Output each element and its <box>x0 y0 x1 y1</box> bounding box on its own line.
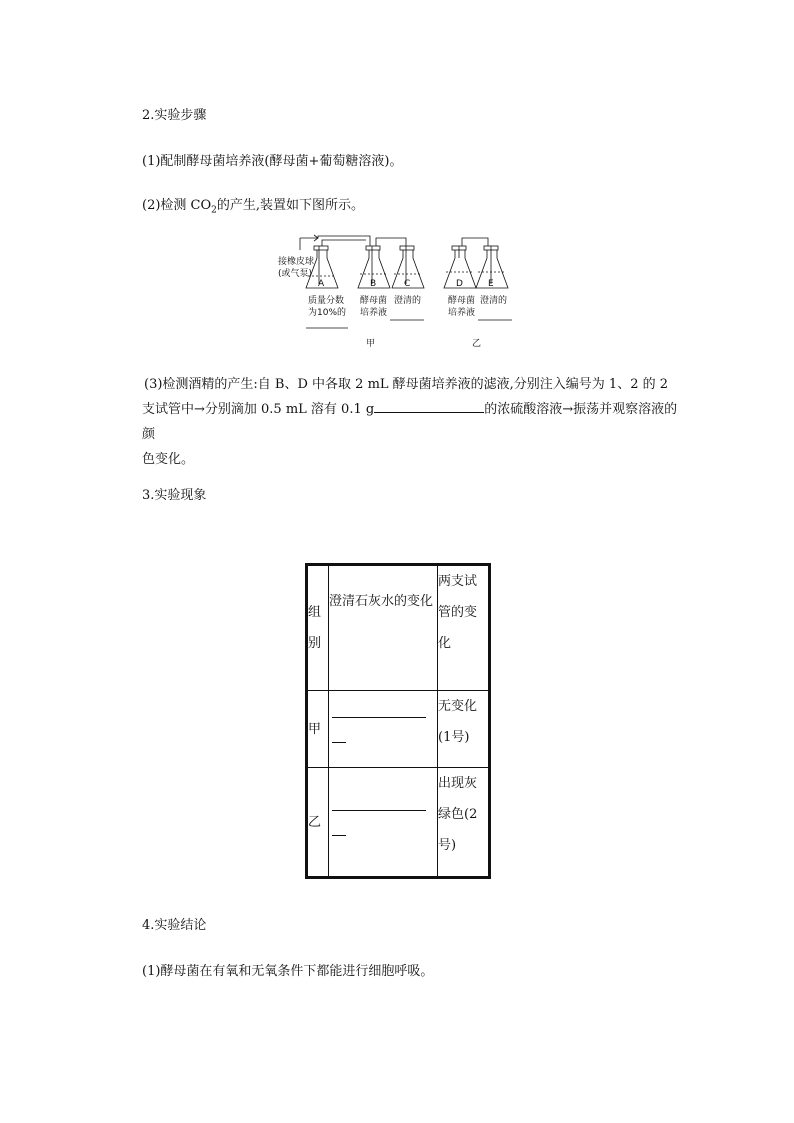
step-1-text: (1)配制酵母菌培养液(酵母菌+葡萄糖溶液)。 <box>142 154 403 169</box>
table-row <box>307 691 490 768</box>
pump-label-1: 接橡皮球 <box>278 257 315 267</box>
table-row <box>307 768 490 878</box>
tube-b-c <box>376 238 406 246</box>
answer-blank[interactable] <box>332 810 426 811</box>
step-3-part-3: 的浓硫酸溶液→振荡并观察溶液的颜 <box>142 402 678 442</box>
row-yi-limewater[interactable] <box>329 768 438 878</box>
section-4-heading: 4.实验结论 <box>142 918 207 933</box>
tube-d-e <box>462 238 488 246</box>
step-3-part-2: 支试管中→分别滴加 0.5 mL 溶有 0.1 g <box>142 402 375 417</box>
row-group-jia: 甲 <box>307 691 329 768</box>
step-3-part-1: (3)检测酒精的产生:自 B、D 中各取 2 mL 酵母菌培养液的滤液,分别注入编号为 1、2 的 2 <box>144 377 669 392</box>
flask-d-label-1: 酵母菌 <box>448 296 476 306</box>
step-3-part-4: 色变化。 <box>142 452 195 467</box>
reagent-blank[interactable] <box>374 400 484 413</box>
row-jia-limewater[interactable] <box>329 691 438 768</box>
flask-a-letter: A <box>318 279 325 289</box>
header-group: 组别 <box>307 565 329 691</box>
tube-a-b <box>318 236 370 246</box>
row-yi-tubes: 出现灰绿色(2号) <box>438 768 490 878</box>
section-2-heading: 2.实验步骤 <box>142 108 207 123</box>
flask-a-label-2: 为10%的 <box>308 308 347 318</box>
flask-e-label: 澄清的 <box>480 296 508 306</box>
step-2-prefix: (2)检测 CO <box>142 198 212 213</box>
apparatus-figure <box>278 232 518 352</box>
flask-b-letter: B <box>370 279 377 289</box>
flask-b-label-2: 培养液 <box>360 308 388 318</box>
step-2-suffix: 的产生,装置如下图所示。 <box>216 198 365 213</box>
table-header-row <box>307 565 490 691</box>
step-3-paragraph <box>142 372 682 472</box>
header-tubes: 两支试管的变化 <box>438 565 490 691</box>
flask-a-label-1: 质量分数 <box>308 296 345 306</box>
step-2-text <box>142 194 364 216</box>
flask-d-letter: D <box>456 279 463 289</box>
header-limewater: 澄清石灰水的变化 <box>329 565 438 691</box>
pump-label-2: (或气泵) <box>278 269 313 279</box>
flask-b-label-1: 酵母菌 <box>360 296 388 306</box>
answer-blank-tail <box>332 835 346 836</box>
row-jia-tubes: 无变化(1号) <box>438 691 490 768</box>
answer-blank-tail <box>332 742 346 743</box>
results-table <box>305 563 491 879</box>
conclusion-1: (1)酵母菌在有氧和无氧条件下都能进行细胞呼吸。 <box>142 964 434 979</box>
flask-c-label: 澄清的 <box>394 296 422 306</box>
flask-e-letter: E <box>488 279 494 289</box>
co2-subscript: 2 <box>211 205 217 216</box>
row-group-yi: 乙 <box>307 768 329 878</box>
group-yi-label: 乙 <box>472 339 482 349</box>
flask-d-label-2: 培养液 <box>448 308 476 318</box>
section-3-heading: 3.实验现象 <box>142 488 207 503</box>
flask-c-letter: C <box>404 279 411 289</box>
group-jia-label: 甲 <box>366 339 376 349</box>
answer-blank[interactable] <box>332 717 426 718</box>
tube-a-b-inner <box>322 240 366 246</box>
apparatus-diagram <box>278 232 518 352</box>
